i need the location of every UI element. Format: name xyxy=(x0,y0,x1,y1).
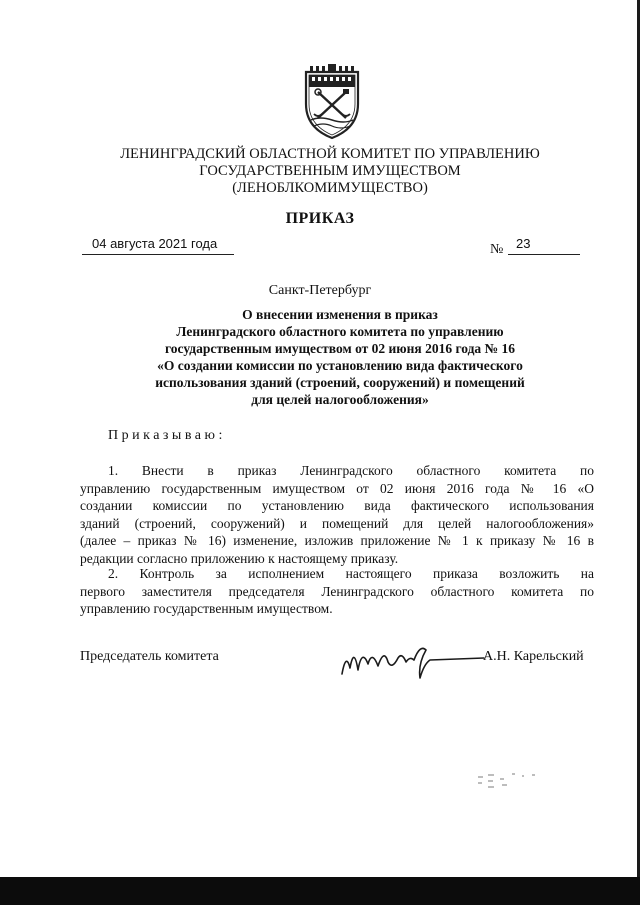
order-date: 04 августа 2021 года xyxy=(82,236,234,255)
org-line-3: (ЛЕНОБЛКОМИМУЩЕСТВО) xyxy=(232,180,428,196)
subject-line: О внесении изменения в приказ xyxy=(242,307,438,322)
paragraph-line: управлению государственным имуществом от 02 июня 2016 года № 16 «О xyxy=(80,480,594,496)
paragraph-line: зданий (строений, сооружений) и помещений для целей налогообложения» xyxy=(80,515,594,531)
signatory-position: Председатель комитета xyxy=(80,649,219,664)
document-type: ПРИКАЗ xyxy=(285,210,355,227)
subject-line: для целей налогообложения» xyxy=(251,392,429,407)
paragraph-line: (далее – приказ № 16) изменение, изложив приложение № 1 к приказу № 16 в xyxy=(80,533,594,548)
org-line-2: ГОСУДАРСТВЕННЫМ ИМУЩЕСТВОМ xyxy=(199,163,461,179)
paragraph-line: 1. Внести в приказ Ленинградского областного комитета по xyxy=(108,463,594,478)
paragraph-line: первого заместителя председателя Ленинградского областного комитета по xyxy=(80,583,594,599)
paragraph-line: управлению государственным имуществом. xyxy=(80,601,333,616)
number-label: № xyxy=(490,242,504,257)
faint-stamp-mark xyxy=(476,770,546,792)
organization-name xyxy=(60,146,600,197)
order-subject xyxy=(80,306,600,408)
subject-line: «О создании комиссии по установлению вида фактического xyxy=(157,358,523,373)
paragraph-line: 2. Контроль за исполнением настоящего приказа возложить на xyxy=(108,566,594,581)
paragraph-line: создании комиссии по установлению вида фактического использования xyxy=(80,498,594,513)
subject-line: государственным имуществом от 02 июня 2016 года № 16 xyxy=(164,341,515,356)
paragraph-line: редакции согласно приложению к настоящему приказу. xyxy=(80,550,399,566)
order-verb: Приказываю: xyxy=(108,428,226,443)
signer-name: А.Н. Карельский xyxy=(483,649,584,664)
signature xyxy=(336,634,486,682)
order-number: 23 xyxy=(508,236,580,255)
city: Санкт-Петербург xyxy=(268,283,372,298)
paragraph-1 xyxy=(80,462,594,567)
subject-line: использования зданий (строений, сооружений) и помещений xyxy=(155,375,525,390)
scan-edge xyxy=(0,877,640,905)
org-line-1: ЛЕНИНГРАДСКИЙ ОБЛАСТНОЙ КОМИТЕТ ПО УПРАВЛЕНИЮ xyxy=(120,146,540,162)
coat-of-arms-icon xyxy=(300,58,364,142)
subject-line: Ленинградского областного комитета по управлению xyxy=(176,324,504,339)
paragraph-2 xyxy=(80,565,594,618)
